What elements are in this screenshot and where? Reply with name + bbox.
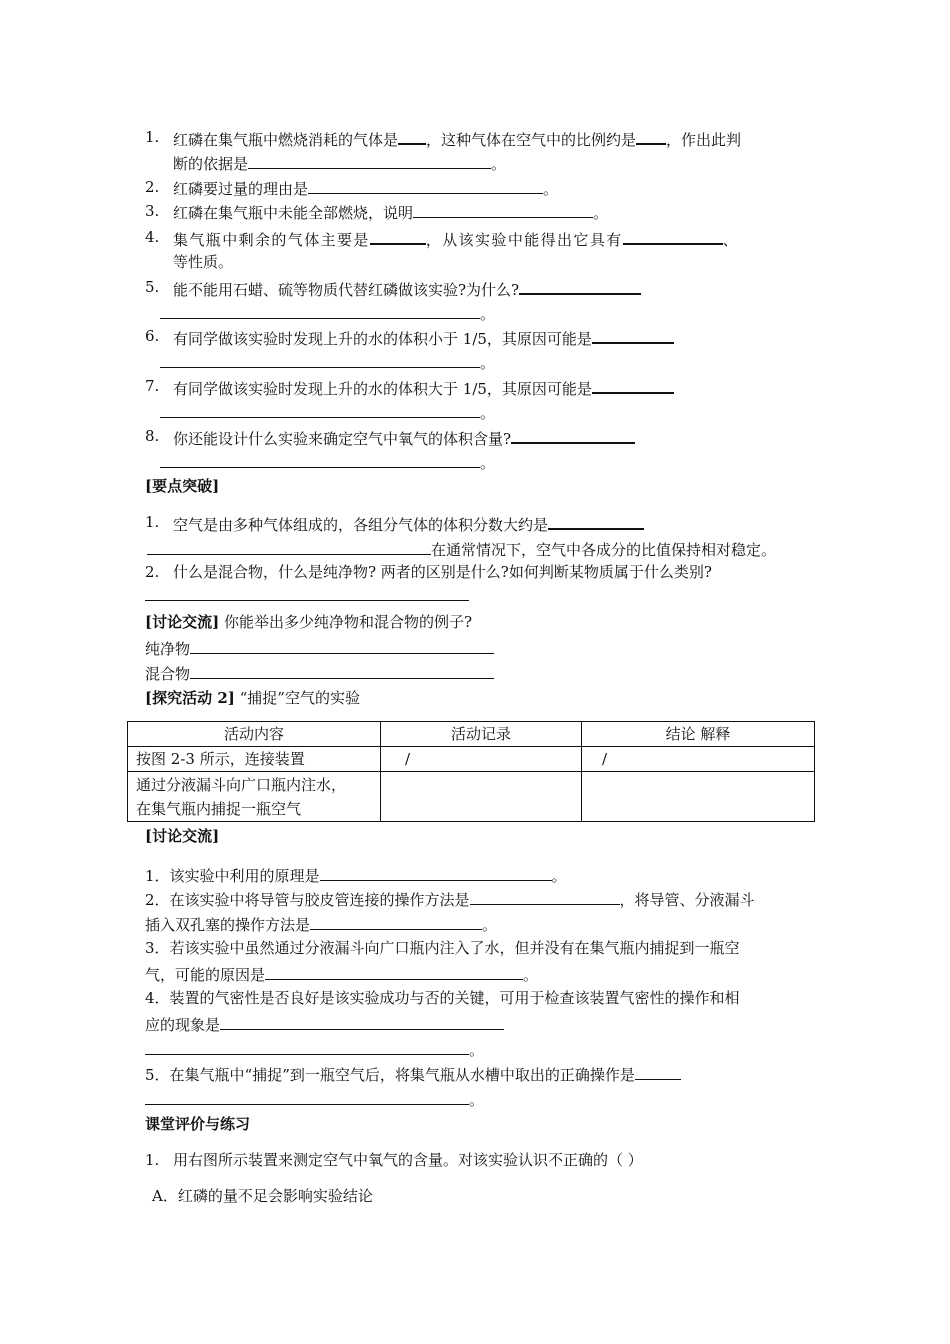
answer-blank[interactable] xyxy=(623,227,723,245)
discussion2-heading: [讨论交流] xyxy=(145,827,220,845)
keypoints-heading: [要点突破] xyxy=(145,477,220,495)
practice-heading: 课堂评价与练习 xyxy=(145,1115,251,1133)
answer-blank[interactable] xyxy=(160,302,480,319)
table-cell-empty[interactable] xyxy=(582,772,815,822)
table-header: 活动内容 xyxy=(128,722,381,747)
discussion2-item-3: 3．若该实验中虽然通过分液漏斗向广口瓶内注入了水，但并没有在集气瓶内捕捉到一瓶空 xyxy=(145,939,740,957)
answer-blank[interactable] xyxy=(147,538,431,555)
table-cell: / xyxy=(381,747,582,772)
table-cell: 通过分液漏斗向广口瓶内注水， 在集气瓶内捕捉一瓶空气 xyxy=(128,772,381,822)
activity2-heading: [探究活动 2] “捕捉”空气的实验 xyxy=(145,689,360,707)
answer-blank[interactable] xyxy=(548,512,644,530)
discussion2-item-4: 4．装置的气密性是否良好是该实验成功与否的关键，可用于检查该装置气密性的操作和相 xyxy=(145,989,740,1007)
discussion2-item-3-cont: 气，可能的原因是 。 xyxy=(145,963,538,985)
answer-blank[interactable] xyxy=(145,584,469,601)
table-cell: / xyxy=(582,747,815,772)
answer-blank[interactable] xyxy=(592,376,674,394)
answer-blank[interactable] xyxy=(519,277,641,295)
answer-blank[interactable] xyxy=(635,1063,681,1080)
answer-blank[interactable] xyxy=(370,227,426,245)
discussion2-item-4-cont2: 。 xyxy=(145,1038,484,1060)
answer-blank[interactable] xyxy=(636,127,666,145)
answer-blank[interactable] xyxy=(160,401,480,418)
discussion2-item-2-cont: 插入双孔塞的操作方法是 。 xyxy=(145,913,497,935)
answer-blank[interactable] xyxy=(592,326,674,344)
mixture-line: 混合物 xyxy=(145,662,494,684)
answer-blank[interactable] xyxy=(160,451,480,468)
answer-blank[interactable] xyxy=(310,913,482,930)
discussion2-item-1: 1．该实验中利用的原理是 。 xyxy=(145,864,567,886)
answer-blank[interactable] xyxy=(320,864,552,881)
answer-blank[interactable] xyxy=(265,963,523,980)
table-cell: 按图 2-3 所示，连接装置 xyxy=(128,747,381,772)
activity-table xyxy=(127,721,815,822)
answer-blank[interactable] xyxy=(145,1088,469,1105)
table-header: 活动记录 xyxy=(381,722,582,747)
practice-option-a[interactable]: A．红磷的量不足会影响实验结论 xyxy=(152,1187,373,1205)
discussion2-item-5-cont: 。 xyxy=(145,1088,484,1110)
discussion1: [讨论交流] 你能举出多少纯净物和混合物的例子? xyxy=(145,613,473,631)
answer-blank[interactable] xyxy=(190,637,494,654)
answer-blank[interactable] xyxy=(398,127,426,145)
table-header: 结论 解释 xyxy=(582,722,815,747)
answer-blank[interactable] xyxy=(190,662,494,679)
answer-blank[interactable] xyxy=(511,426,635,444)
pure-substance-line: 纯净物 xyxy=(145,637,494,659)
answer-blank[interactable] xyxy=(145,1038,469,1055)
answer-blank[interactable] xyxy=(413,201,593,218)
answer-blank[interactable] xyxy=(220,1013,504,1030)
answer-blank[interactable] xyxy=(470,888,620,905)
answer-blank[interactable] xyxy=(160,351,480,368)
answer-blank[interactable] xyxy=(308,177,543,194)
discussion2-item-5: 5．在集气瓶中“捕捉”到一瓶空气后，将集气瓶从水槽中取出的正确操作是 xyxy=(145,1063,681,1085)
discussion2-item-4-cont: 应的现象是 xyxy=(145,1013,504,1035)
table-cell-empty[interactable] xyxy=(381,772,582,822)
discussion2-item-2: 2．在该实验中将导管与胶皮管连接的操作方法是 ，将导管、分液漏斗 xyxy=(145,888,755,910)
answer-blank[interactable] xyxy=(248,152,491,169)
